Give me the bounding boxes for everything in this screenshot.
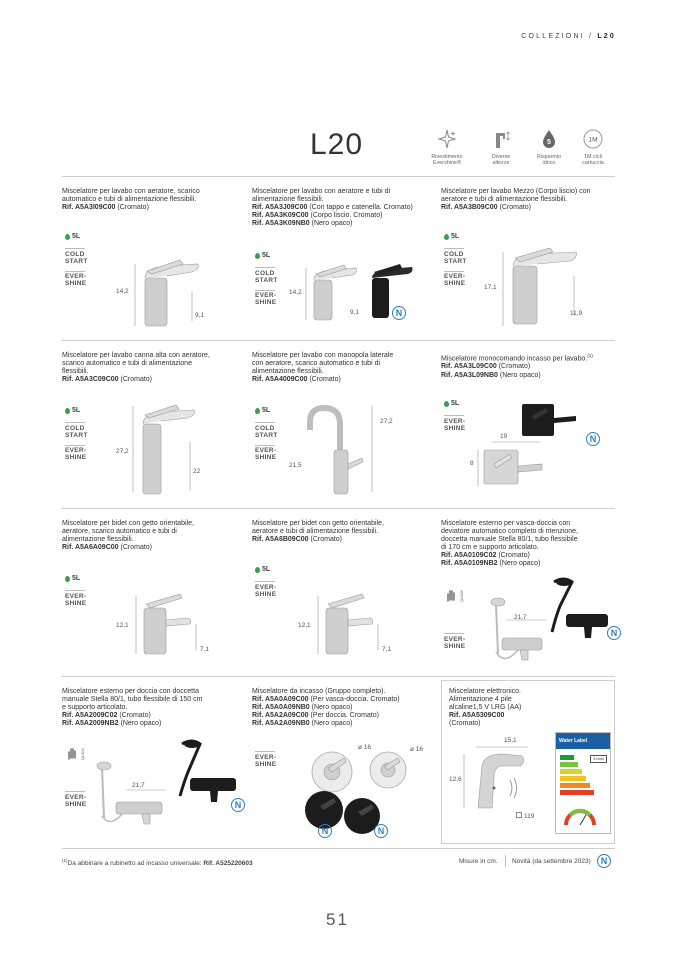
product-ref: Rif. A5A0109NB2 [441,560,498,568]
feature-label: Diverse [491,154,511,160]
dimension-spout: 21,5 [289,462,302,469]
badge-divider [444,415,464,416]
product-ref: Rif. A5A5309C00 [449,712,505,720]
evershine-badge: EVER- SHINE [65,447,87,461]
section-divider [62,508,615,509]
badge-divider [444,271,464,272]
cold-start-badge: COLD START [255,425,278,439]
flow-badge: 5L [255,407,270,414]
tap-height-icon [490,128,512,150]
flow-badge: 5L [65,407,80,414]
product-ref: Rif. A5A4009C00 [252,376,308,384]
svg-text:1M: 1M [588,136,598,144]
new-product-icon: N [597,854,611,868]
rating-bar [560,755,574,760]
product-card: Miscelatore da incasso (Gruppo completo). Rif. A5A0A09C00 (Per vasca-doccia. Cromato) Rif. A5A0A09NB0 (Nero opaco) Rif. A5A2A09C00 (Per doccia. Cromato) Rif. A5A2A09NB0 (Nero opaco) [252,688,400,728]
dimension-spout: 22 [193,468,201,475]
product-ref: Rif. A5A2009C02 [62,712,118,720]
sparkle-icon [436,128,458,150]
dimension-height: 14,2 [116,288,129,295]
badge-divider [65,445,85,446]
basin-mixer-black-image [362,262,420,322]
evershine-badge: EVER- SHINE [255,292,277,306]
flow-badge: 5L [65,575,80,582]
product-ref: Rif. A5A3K09C00 [252,212,309,220]
badge-divider [255,422,275,423]
dimension-diameter: ø 16 [358,744,372,751]
badge-divider [444,248,464,249]
collection-title: L20 [310,128,364,161]
quick-badge: QUICK [444,588,458,607]
product-ref: Rif. A5A6B09C00 [252,536,309,544]
flow-badge: 5L [255,566,270,573]
page-number: 51 [326,910,349,929]
product-description: automatico e tubi di alimentazione flessibili. [62,196,197,204]
cold-start-badge: COLD START [444,251,467,265]
feature-label: idrico [542,160,556,167]
bidet-mixer-image [314,590,394,658]
product-ref: Rif. A5A0A09NB0 [252,704,310,712]
badge-divider [65,791,85,792]
shower-mixer-image [86,738,242,828]
cold-start-badge: COLD START [65,425,88,439]
basin-mixer-chrome-image [130,256,210,331]
flow-badge: 5L [444,400,459,407]
dimension-height: 14,2 [289,289,302,296]
product-ref: Rif. A5A3K09NB0 [252,220,310,228]
product-card: Miscelatore monocomando incasso per lavabo.$^{(1)}$ Rif. A5A3L09C00 (Cromato) Rif. A5A3L09NB0 (Nero opaco) [441,353,593,379]
product-ref: Rif. A5A6A09C00 [62,544,119,552]
product-card: Miscelatore per lavabo canna alta con aeratore, scarico automatico e tubi di alimentazione flessibili. Rif. A5A3C09C00 (Cromato) [62,352,210,384]
product-description: Miscelatore per lavabo con aeratore, scarico [62,188,200,195]
breadcrumb-section: COLLEZIONI [521,33,585,40]
novelty-note: Novità (da settembre 2023) [512,858,591,865]
product-ref: Rif. A5A3I09C00 [62,204,116,212]
new-product-icon: N [231,798,245,812]
svg-text:5: 5 [547,139,551,146]
quick-badge: QUICK [65,746,79,765]
rating-bar [560,790,594,795]
product-ref: Rif. A5A0A09C00 [252,696,309,704]
badge-divider [255,581,275,582]
badge-divider [65,422,85,423]
flow-rate-value: 5 l/min [590,755,607,763]
product-card: Miscelatore per bidet con getto orientabile, aeratore e tubi di alimentazione flessibili. Rif. A5A6B09C00 (Cromato) [252,520,384,544]
product-ref: Rif. A5A0109C02 [441,552,497,560]
feature-label: 1M cicli [584,154,602,160]
new-product-icon: N [392,306,406,320]
feature-label: cartuccia [582,160,604,167]
section-divider [62,176,615,177]
dimension-spout: 9,1 [195,312,205,319]
cartridge-cycles-icon [582,128,604,150]
water-drop-icon [255,253,260,259]
product-ref: Rif. A5A2009NB2 [62,720,119,728]
dimension-height: 12,1 [298,622,311,629]
product-card: Miscelatore per lavabo con manopola laterale con aeratore, scarico automatico e tubi di alimentazione flessibili. Rif. A5A4009C00 (Cromato) [252,352,394,384]
rating-bar [560,762,578,767]
breadcrumb [521,33,616,40]
water-label-card [555,732,611,834]
feature-label: Rivestimento [431,154,463,160]
badge-divider [255,751,275,752]
rating-bar [560,776,586,781]
dimension-height: 17,1 [484,284,497,291]
product-ref: Rif. A5A3C09C00 [62,376,119,384]
dimension-width: 15,1 [504,737,517,744]
badge-divider [444,633,464,634]
new-product-icon: N [318,824,332,838]
feature-label: altezze [492,160,510,167]
product-card: Miscelatore per bidet con getto orientabile, aeratore, scarico automatico e tubi di alimentazione flessibili. Rif. A5A6A09C00 (Cromato) [62,520,194,552]
rating-bar [560,769,582,774]
evershine-badge: EVER- SHINE [444,418,466,432]
footer-divider [505,855,506,867]
new-product-icon: N [607,626,621,640]
feature-water-saving [524,128,574,166]
evershine-badge: EVER- SHINE [65,794,87,808]
dimension-height: 27,2 [380,418,393,425]
flow-badge: 5L [65,233,80,240]
footnote: $^{(1)}$Da abbinare a rubinetto ad incasso universale: Rif. A525220603 [62,858,253,868]
electronic-mixer-image [462,744,542,812]
dimension-height: 8 [470,460,474,467]
evershine-badge: EVER- SHINE [444,636,466,650]
section-divider [62,676,615,677]
water-drop-icon [65,576,70,582]
evershine-badge: EVER- SHINE [255,584,277,598]
badge-divider [255,267,275,268]
product-ref: Rif. A5A2A09NB0 [252,720,310,728]
product-ref: Rif. A5A3L09NB0 [441,371,498,379]
evershine-badge: EVER- SHINE [444,273,466,287]
dimension-spout: 9,1 [350,309,360,316]
feature-heights [476,128,526,166]
gauge-icon [560,805,606,829]
dimension-height: 12,1 [116,622,129,629]
product-ref: Rif. A5A2A09C00 [252,712,309,720]
section-divider [62,848,615,849]
hand-icon [444,588,458,602]
dimension-width: 19 [500,433,508,440]
bath-shower-mixer-image [484,576,622,662]
product-card [62,188,242,212]
feature-label: Evershine® [433,160,461,167]
cold-start-badge: COLD START [65,251,88,265]
evershine-badge: EVER- SHINE [65,593,87,607]
badge-divider [255,290,275,291]
product-ref: Rif. A5A3J09C00 [252,204,308,212]
badge-divider [255,445,275,446]
product-card: Miscelatore elettronico. Alimentazione 4 pile alcaline1,5 V LRG (AA) Rif. A5A5309C00 (Cromato) [449,688,522,728]
bidet-mixer-image [132,590,212,658]
breadcrumb-current: L20 [597,33,616,40]
water-drop-icon [255,408,260,414]
evershine-badge: EVER- SHINE [65,273,87,287]
dimension-height: 12,6 [449,776,462,783]
dimension-width: 21,7 [514,614,527,621]
flow-badge: 5L [255,252,270,259]
new-product-icon: N [586,432,600,446]
feature-evershine [422,128,472,166]
feature-cartridge [568,128,618,166]
water-drop-icon [444,234,449,240]
tall-basin-mixer-image [128,402,208,496]
product-card: Miscelatore per lavabo con aeratore e tubi di alimentazione flessibili. Rif. A5A3J09C00 (Con tappo e catenella. Cromato) Rif. A5A3K09C00 (Corpo liscio. Cromato) Rif. A5A3K09NB0 (Nero opaco) [252,188,413,228]
dimension-width: 21,7 [132,782,145,789]
water-label-header: Water Label [556,733,610,749]
product-card: Miscelatore esterno per vasca-doccia con deviatore automatico completo di ritenzione, doccetta manuale Stella 80/1, tubo flessibile di 170 cm e supporto articolato. Rif. A5A0109C02 (Cromato) Rif. A5A0109NB2 (Nero opaco) [441,520,578,568]
flow-badge: 5L [444,233,459,240]
product-finish: (Cromato) [117,204,149,212]
water-drop-icon [444,401,449,407]
basin-mixer-mezzo-image [498,246,586,330]
water-drop-icon [255,567,260,573]
evershine-badge: EVER- SHINE [255,754,277,768]
new-product-icon: N [374,824,388,838]
evershine-badge: EVER- SHINE [255,447,277,461]
badge-divider [65,248,85,249]
feature-label: Risparmio [536,154,562,160]
water-saving-icon [538,128,560,150]
dimension-spout: 7,1 [382,646,392,653]
dimension-height: 27,2 [116,448,129,455]
side-lever-mixer-image [296,402,378,496]
concealed-mixer-image [300,748,430,838]
dimension-spout: 7,1 [200,646,210,653]
section-divider [62,340,615,341]
hand-icon [65,746,79,760]
basin-mixer-chrome-image [302,262,364,324]
product-ref: Rif. A5A3B09C00 [441,204,498,212]
badge-divider [65,590,85,591]
product-card: Miscelatore per lavabo Mezzo (Corpo liscio) con aeratore e tubi di alimentazione flessibili. Rif. A5A3B09C00 (Cromato) [441,188,591,212]
product-ref: Rif. A5A3L09C00 [441,363,497,371]
product-card: Miscelatore esterno per doccia con doccetta manuale Stella 80/1, tubo flessibile di 150 cm e supporto articolato. Rif. A5A2009C02 (Cromato) Rif. A5A2009NB2 (Nero opaco) [62,688,203,728]
breadcrumb-separator: / [589,33,594,40]
battery-spec: 119 [516,812,534,820]
water-drop-icon [65,234,70,240]
dimension-spout: 11,9 [570,310,583,317]
rating-bar [560,783,590,788]
dimension-diameter: ø 16 [410,746,424,753]
units-note: Misure in cm. [459,858,498,865]
wall-mounted-mixer-image [476,400,586,492]
cold-start-badge: COLD START [255,270,278,284]
badge-divider [65,271,85,272]
water-drop-icon [65,408,70,414]
